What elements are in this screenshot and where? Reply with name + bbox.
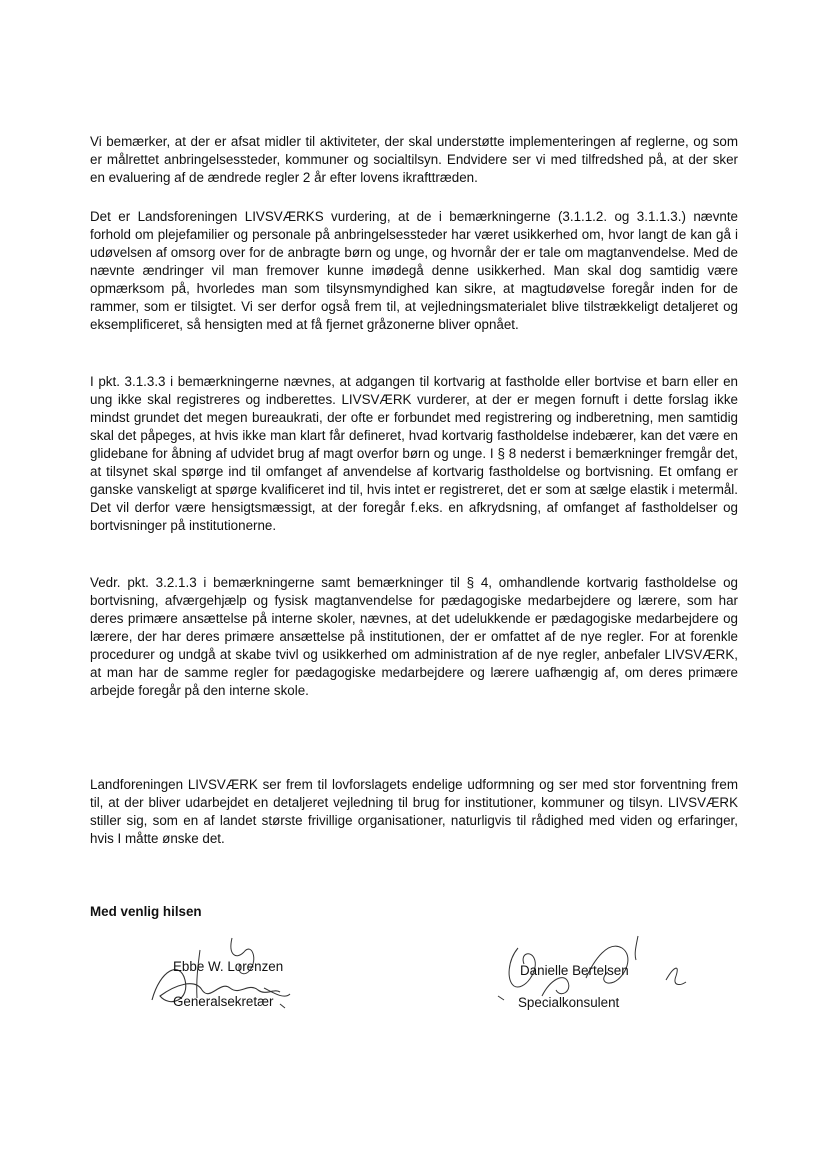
signatory-title: Generalsekretær bbox=[173, 994, 274, 1009]
signature-block-right bbox=[490, 930, 750, 1010]
closing-greeting: Med venlig hilsen bbox=[90, 904, 202, 919]
paragraph-assessment-care: Det er Landsforeningen LIVSVÆRKS vurdering, at de i bemærkningerne (3.1.1.2. og 3.1.1.3.) nævnte forhold om plejefamilier og personale på anbringelsessteder har været usikkerhed om, hvor langt de kan gå i udøvelsen af omsorg over for de anbragte børn og unge, og hvornår der er tale om magtanvendelse. Med de nævnte ændringer vil man fremover kunne imødegå denne usikkerhed. Man skal dog samtidig være opmærksom på, hvorledes man som tilsynsmyndighed kan sikre, at magtudøvelse foregår inden for de rammer, som er tilsigtet. Vi ser derfor også frem til, at vejledningsmaterialet blive tilstrækkeligt detaljeret og eksemplificeret, så hensigten med at få fjernet gråzonerne bliver opnået. bbox=[90, 209, 738, 332]
paragraph-implementation-funding: Vi bemærker, at der er afsat midler til aktiviteter, der skal understøtte implementeringen af reglerne, og som er målrettet anbringelsessteder, kommuner og socialtilsyn. Endvidere ser vi med tilfredshed på, at der sker en evaluering af de ændrede regler 2 år efter lovens ikrafttræden. bbox=[90, 134, 738, 185]
paragraph-conclusion: Landforeningen LIVSVÆRK ser frem til lovforslagets endelige udformning og ser med stor forventning frem til, at der bliver udarbejdet en detaljeret vejledning til brug for institutioner, kommuner og tilsyn. LIVSVÆRK stiller sig, som en af landet største frivillige organisationer, naturligvis til rådighed med viden og erfaringer, hvis I måtte ønske det. bbox=[90, 777, 738, 846]
signatory-title: Specialkonsulent bbox=[518, 995, 620, 1010]
paragraph-internal-schools: Vedr. pkt. 3.2.1.3 i bemærkningerne samt bemærkninger til § 4, omhandlende kortvarig fastholdelse og bortvisning, afværgehjælp og fysisk magtanvendelse for pædagogiske medarbejdere og lærere, som har deres primære ansættelse på interne skoler, nævnes, at det udelukkende er pædagogiske medarbejdere og lærere, der har deres primære ansættelse på institutionen, der er omfattet af de nye regler. For at forenkle procedurer og undgå at skabe tvivl og usikkerhed om administration af de nye regler, anbefaler LIVSVÆRK, at man har de samme regler for pædagogiske medarbejdere og lærere uafhængig af, om deres primære arbejde foregår på den interne skole. bbox=[90, 575, 738, 698]
signature-block-left bbox=[140, 930, 400, 1010]
signatory-name: Ebbe W. Lorenzen bbox=[173, 959, 284, 974]
signatory-name: Danielle Bertelsen bbox=[520, 963, 629, 978]
paragraph-registration: I pkt. 3.1.3.3 i bemærkningerne nævnes, at adgangen til kortvarig at fastholde eller bortvise et barn eller en ung ikke skal registreres og indberettes. LIVSVÆRK vurderer, at der er megen fornuft i dette forslag ikke mindst grundet det megen bureaukrati, der ofte er forbundet med registrering og indberetning, men samtidig skal det påpeges, at hvis ikke man klart får defineret, hvad kortvarig fastholdelse indebærer, kan det være en glidebane for åbning af udvidet brug af magt overfor børn og unge. I § 8 nederst i bemærkninger fremgår det, at tilsynet skal spørge ind til omfanget af anvendelse af kortvarig fastholdelse og bortvisning. Et omfang er ganske vanskeligt at spørge kvalificeret ind til, hvis intet er registreret, det er som at sælge elastik i metermål. Det vil derfor være hensigtsmæssigt, at der foregår f.eks. en afkrydsning, af omfanget af fastholdelser og bortvisninger på institutionerne. bbox=[90, 374, 738, 533]
